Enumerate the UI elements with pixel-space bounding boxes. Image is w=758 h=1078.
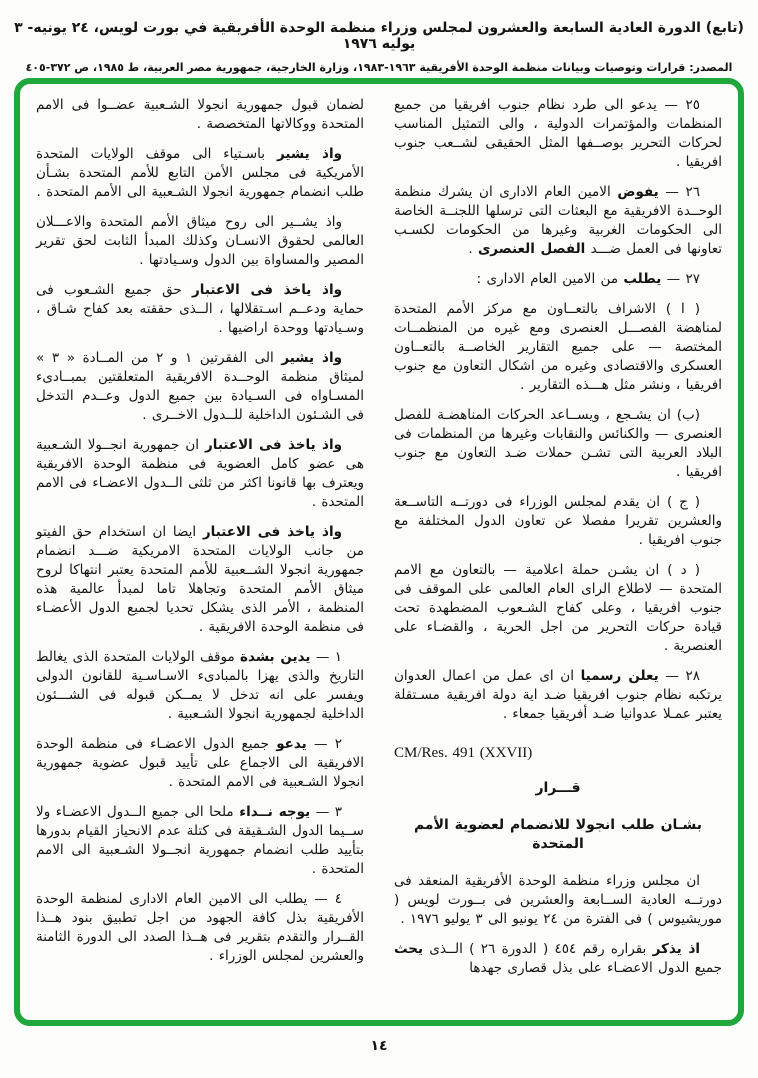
- paragraph: ٢٥ — يدعو الى طرد نظام جنوب افريقيا من جميع المنظمات والمؤتمرات الدولية ، والى التمثيل المناسب لحركات التحرير بوصــفها المثل الحقيقى لشــعب جنوب افريقيا .: [394, 97, 722, 170]
- paragraph: ٢٧ — يطلب من الامين العام الادارى :: [476, 271, 700, 287]
- paragraph: CM/Res. 491 (XXVII): [394, 745, 533, 761]
- two-column-layout: [36, 96, 722, 1020]
- header-session-title: (تابع) الدورة العادية السابعة والعشرون لمجلس وزراء منظمة الوحدة الأفريقية في بورت لويس، ٢٤ يونيه- ٣ يوليه ١٩٧٦: [14, 20, 744, 52]
- paragraph: واذ يشير باسـتياء الى موقف الولايات المتحدة الأمريكية فى مجلس الأمن التابع للأمم المتحدة بشـأن طلب انضمام جمهورية انجولا الشـعبية الى الأمم المتحدة .: [36, 146, 364, 200]
- paragraph: ٢٦ — يفوض الامين العام الادارى ان يشرك منظمة الوحــدة الافريقية مع البعثات التى ترسلها اللجنــة الخاصة الى الحكومات الغربية وغيرها من الحكومات لكسـب تعاونها فى العمل ضـــد الفصل العنصرى .: [394, 184, 722, 257]
- paragraph: ( ا ) الاشراف بالتعــاون مع مركز الأمم المتحدة لمناهضة الفصـــل العنصرى ومع غيره من المنظمــات المختصة — على جميع التقارير الخاصــة بالتعــاون العسكرى والاقتصادى وغيره من اشكال التعاون مع جنوب افريقيا ، ونشر مثل هـــذه التقارير .: [394, 301, 722, 393]
- column-right: [394, 96, 722, 1020]
- paragraph: ٤ — يطلب الى الامين العام الادارى لمنظمة الوحدة الأفريقية بذل كافة الجهود من اجل تطبيق بنود هــذا القــرار والتقدم بتقرير فى هــذا الصدد الى الدورة الثامنة والعشرين لمجلس الوزراء .: [36, 891, 364, 964]
- paragraph: اذ يذكر بقراره رقم ٤٥٤ ( الدورة ٢٦ ) الــذى يحث جميع الدول الاعضـاء على بذل قصارى جهدها: [394, 941, 722, 976]
- header-source-line: المصدر: قرارات وتوصيات وبيانات منظمة الوحدة الأفريقية ١٩٦٣-١٩٨٣، وزارة الخارجية، جمهورية مصر العربية، ط ١٩٨٥، ص ٣٧٢-٤٠٥: [25, 61, 733, 74]
- paragraph: ٢ — يدعو جميع الدول الاعضـاء فى منظمة الوحدة الافريقية الى الاجماع على تأييد قبول عضوية جمهورية انجولا الشـعبية فى الامم المتحدة .: [36, 736, 364, 790]
- paragraph: واذ ياخذ فى الاعتبار ايضا ان استخدام حق الفيتو من جانب الولايات المتحدة الامريكية ضـــد انضمام جمهورية انجولا الشــعبية للأمم المتحدة يعتبر انتهاكا لروح ميثاق الأمم المتحدة وتجاهلا تاما لمبدأ عالمية هذه المنظمة ، الأمر الذى يشكل تحديا لجميع الدول الأعضـاء فى منظمة الوحدة الافريقية .: [36, 524, 364, 635]
- paragraph: (ب) ان يشـجع ، ويســاعد الحركات المناهضـة للفصل العنصرى — والكنائس والنقابات وغيرها من المنظمات فى البلاد العربية التى تشـن حملات ضـد التعاون مع جنوب افريقيا .: [394, 407, 722, 480]
- paragraph: لضمان قبول جمهورية انجولا الشـعبية عضــوا فى الامم المتحدة ووكالاتها المتخصصة .: [36, 97, 364, 132]
- paragraph: ( ج ) ان يقدم لمجلس الوزراء فى دورتــه التاســعة والعشرين تقريرا مفصلا عن تعاون الدول المختلفة مع جنوب افريقيا .: [394, 494, 722, 548]
- paragraph: واذ ياخذ فى الاعتبار حق جميع الشـعوب فى حماية ودعــم اسـتقلالها ، الــذى حققته بعد كفاح شـاق ، وسـيادتها ووحدة اراضيها .: [36, 282, 364, 336]
- page-number: ١٤: [370, 1038, 388, 1054]
- document-green-frame: [14, 78, 744, 1026]
- paragraph: ان مجلس وزراء منظمة الوحدة الأفريقية المنعقد فى دورتــه العادية الســابعة والعشرين فى بــورت لويس ( موريشيوس ) فى الفترة من ٢٤ يونيو الى ٣ يوليو ١٩٧٦ .: [394, 873, 722, 927]
- paragraph: واذ يشير الى الفقرتين ١ و ٢ من المــادة « ٣ » لميثاق منظمة الوحــدة الافريقية المتعلقتين بمبــادىء المسـاواه فى السـيادة بين جميع الدول وعــدم التدخل فى الشـئون الداخلية للــدول الاخــرى .: [36, 350, 364, 423]
- paragraph: واذ ياخذ فى الاعتبار ان جمهورية انجــولا الشـعبية هى عضو كامل العضوية فى منظمة الوحدة الافريقية ويعترف بها قانونا اكثر من ثلثى الــدول الاعضـاء فى الامم المتحدة .: [36, 437, 364, 510]
- paragraph: واذ يشــير الى روح ميثاق الأمم المتحدة والاعـــلان العالمى لحقوق الانسـان وكذلك المبدأ الثابت لحق تقرير المصير والمساواة بين الدول وسـيادتها .: [36, 214, 364, 268]
- paragraph: ( د ) ان يشـن حملة اعلامية — بالتعاون مع الامم المتحدة — لاطلاع الراى العام العالمى على الموقف فى جنوب افريقيا ، وعلى كفاح الشـعوب المضطهدة تحت قيادة حركات التحرير من اجل الحرية ، والقضـاء على العنصرية .: [394, 562, 722, 654]
- paragraph: بشـان طلب انجولا للانضمام لعضوية الأمم المتحدة: [413, 817, 703, 852]
- column-left: [36, 96, 364, 1020]
- page-header: [0, 0, 758, 74]
- paragraph: ٢٨ — يعلن رسميا ان اى عمل من اعمال العدوان يرتكبه نظام جنوب افريقيا ضـد اية دولة افريقية مسـتقلة يعتبر عمـلا عدوانيا ضـد أفريقيا جمعاء .: [394, 668, 722, 722]
- paragraph: قـــرار: [535, 780, 581, 796]
- paragraph: ١ — يدين بشدة موقف الولايات المتحدة الذى يغالط التاريخ والذى يهزا بالمبادىء الاسـاسـية للقانون الدولى ويفسر على انه تدخل لا يمــكن قبوله فى الشـــئون الداخلية لجمهورية انجولا الشـعبية .: [36, 649, 364, 722]
- paragraph: ٣ — يوجه نــداء ملحا الى جميع الــدول الاعضـاء ولا ســيما الدول الشـقيقة فى كتلة عدم الانحياز القيام بدورها بتأييد طلب انضمام جمهورية انجــولا الشـعبية الى الامم المتحدة .: [36, 804, 364, 877]
